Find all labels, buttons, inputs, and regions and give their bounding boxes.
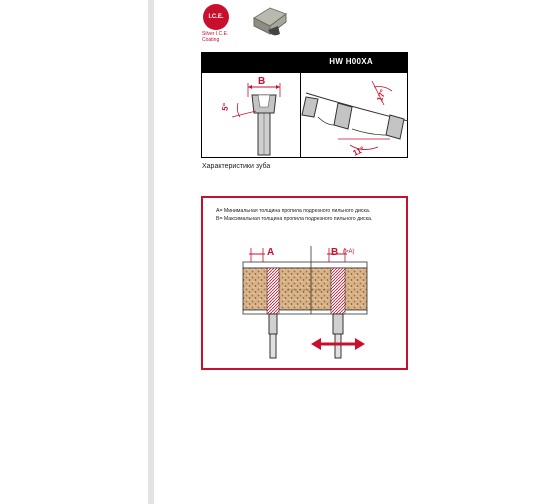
legend-a: A= Минимальная толщина пропила подрезного пильного диска. [216,208,371,214]
legend-b: B= Максимальная толщина пропила подрезного пильного диска. [216,216,373,222]
spec-title: HW H00XA [329,57,373,66]
ice-logo-badge [203,4,229,30]
ice-badge-text: I.C.E. [208,14,224,20]
label-b-scoring: B [331,247,339,258]
label-b-note: (>A) [343,249,355,255]
left-border-bar [148,0,154,504]
angle-5-label: 5° [220,102,231,112]
ice-caption-line1: Silver I.C.E. [202,31,229,37]
ice-caption [202,31,242,43]
ice-caption-line2: Coating [202,37,220,43]
tooth-front-view [220,76,280,155]
tooth-side-view [302,81,408,158]
tooth-caption: Характеристики зуба [202,163,271,170]
angle-17-label: 17° [375,88,388,103]
scoring-diagram [203,198,406,368]
coated-tooth-image [250,4,290,42]
scoring-saw-panel [201,196,408,370]
tooth-spec-panel [201,52,408,158]
tooth-diagrams [202,73,409,159]
angle-11-label: 11° [351,144,366,158]
label-b: B [258,76,266,87]
spec-header [202,53,407,73]
label-a: A [267,247,275,258]
